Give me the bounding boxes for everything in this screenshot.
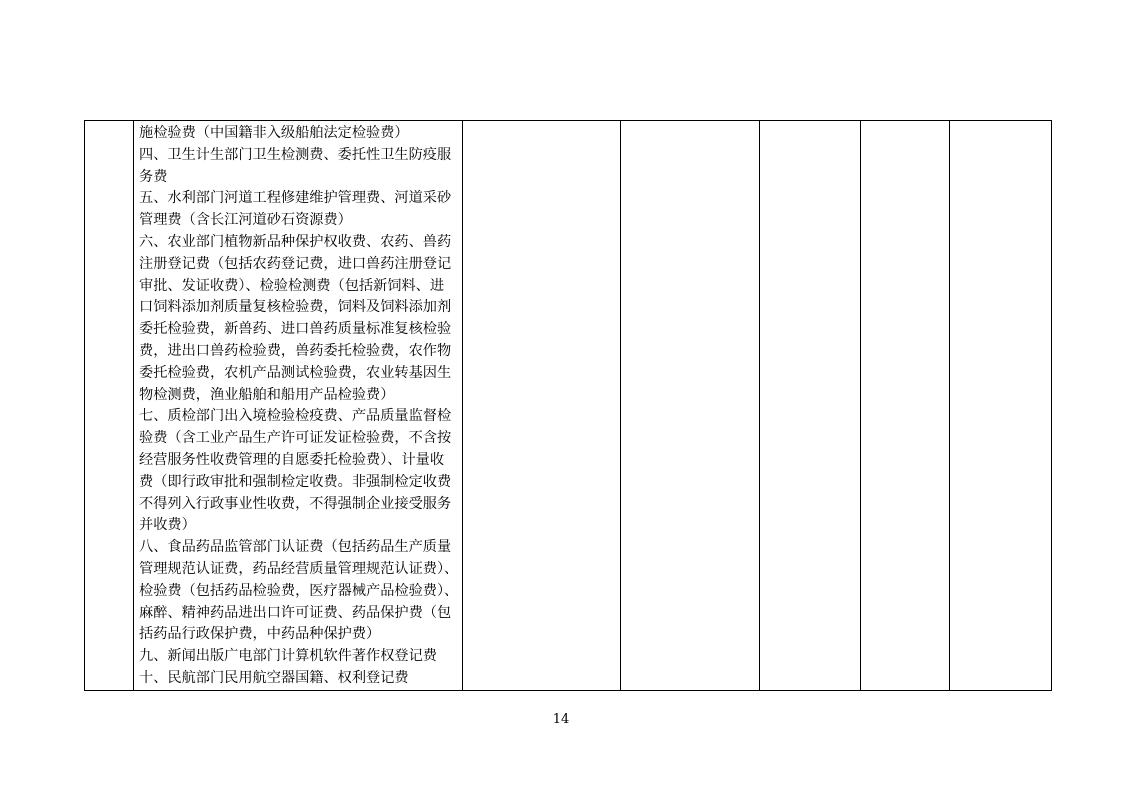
- fee-item-line: 六、农业部门植物新品种保护权收费、农药、兽药: [139, 233, 452, 250]
- fee-item-line: 费（即行政审批和强制检定收费。非强制检定收费: [139, 473, 452, 490]
- empty-cell-col4: [621, 121, 760, 691]
- fee-item-line: 务费: [139, 168, 168, 185]
- fee-item-line: 并收费）: [139, 517, 196, 534]
- empty-cell-col5: [760, 121, 861, 691]
- fee-item-line: 费，进出口兽药检验费，兽药委托检验费，农作物: [139, 342, 452, 359]
- fee-item-line: 管理费（含长江河道砂石资源费）: [139, 212, 352, 229]
- fee-items-list: [139, 123, 458, 690]
- fee-item-line: 七、质检部门出入境检验检疫费、产品质量监督检: [139, 408, 452, 425]
- fee-item-line: 九、新闻出版广电部门计算机软件著作权登记费: [139, 648, 437, 665]
- fee-item-line: 施检验费（中国籍非入级船舶法定检验费）: [139, 125, 409, 141]
- fee-item-line: 经营服务性收费管理的自愿委托检验费）、计量收: [139, 451, 445, 468]
- empty-cell-col3: [463, 121, 621, 691]
- page-number: 14: [552, 712, 570, 727]
- fee-item-line: 委托检验费，农机产品测试检验费，农业转基因生: [139, 364, 452, 381]
- fee-item-line: 验费（含工业产品生产许可证发证检验费，不含按: [139, 430, 452, 447]
- fee-item-line: 麻醉、精神药品进出口许可证费、药品保护费（包: [139, 604, 452, 621]
- empty-cell-col7: [950, 121, 1052, 691]
- fee-item-line: 十、民航部门民用航空器国籍、权利登记费: [139, 669, 409, 686]
- fee-table: [84, 120, 1052, 691]
- fee-item-line: 审批、发证收费）、检验检测费（包括新饲料、进: [139, 277, 445, 294]
- fee-item-line: 检验费（包括药品检验费，医疗器械产品检验费）、: [139, 582, 459, 599]
- fee-item-line: 物检测费，渔业船舶和船用产品检验费）: [139, 386, 395, 403]
- first-column-cell: [85, 121, 134, 691]
- fee-item-line: 口饲料添加剂质量复核检验费，饲料及饲料添加剂: [139, 299, 452, 316]
- fee-item-line: 管理规范认证费，药品经营质量管理规范认证费）、: [139, 560, 459, 577]
- empty-cell-col6: [861, 121, 950, 691]
- fee-items-cell: [134, 121, 463, 691]
- fee-item-line: 委托检验费，新兽药、进口兽药质量标准复核检验: [139, 321, 452, 338]
- fee-item-line: 五、水利部门河道工程修建维护管理费、河道采砂: [139, 190, 452, 207]
- fee-item-line: 括药品行政保护费，中药品种保护费）: [139, 626, 381, 643]
- table-row: [85, 121, 1052, 691]
- fee-item-line: 不得列入行政事业性收费，不得强制企业接受服务: [139, 495, 452, 512]
- fee-item-line: 八、食品药品监管部门认证费（包括药品生产质量: [139, 539, 452, 556]
- fee-item-line: 注册登记费（包括农药登记费，进口兽药注册登记: [139, 255, 452, 272]
- fee-item-line: 四、卫生计生部门卫生检测费、委托性卫生防疫服: [139, 146, 452, 163]
